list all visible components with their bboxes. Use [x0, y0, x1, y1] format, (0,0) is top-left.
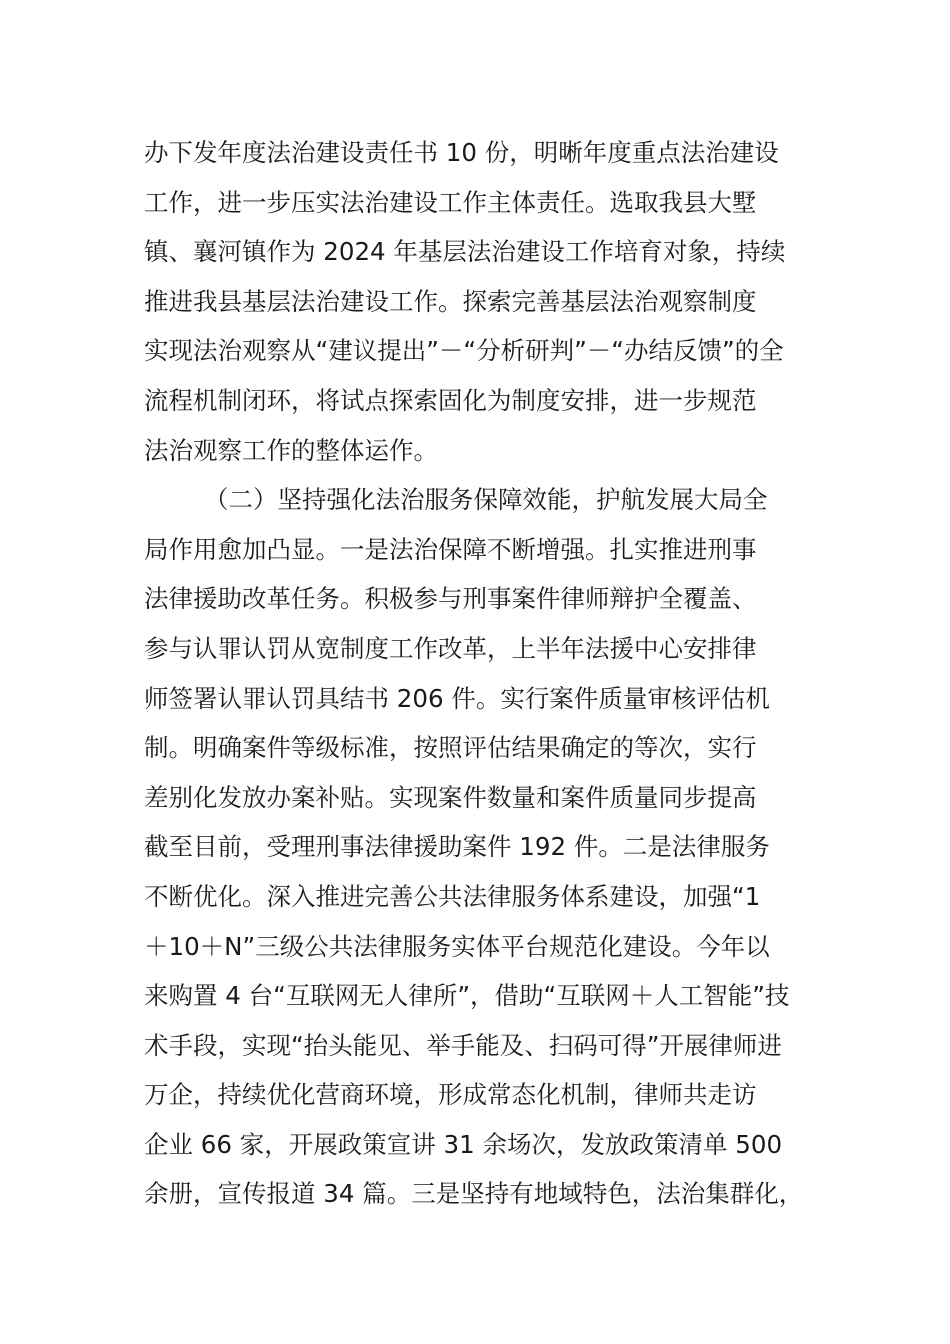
- text-line: 术手段，实现“抬头能见、举手能及、扫码可得”开展律师进: [144, 1030, 782, 1060]
- text-line: 办下发年度法治建设责任书 10 份，明晰年度重点法治建设: [144, 138, 779, 167]
- text-line: 截至目前，受理刑事法律援助案件 192 件。二是法律服务: [144, 832, 770, 862]
- text-line: 制。明确案件等级标准，按照评估结果确定的等次，实行: [144, 733, 757, 763]
- text-line: 差别化发放办案补贴。实现案件数量和案件质量同步提高: [144, 782, 757, 812]
- text-line: 法律援助改革任务。积极参与刑事案件律师辩护全覆盖、: [144, 584, 757, 614]
- text-line: 师签署认罪认罚具结书 206 件。实行案件质量审核评估机: [144, 683, 770, 713]
- text-line: ＋10＋N”三级公共法律服务实体平台规范化建设。今年以: [144, 931, 770, 961]
- text-line: 法治观察工作的整体运作。: [144, 435, 438, 465]
- text-line: 流程机制闭环，将试点探索固化为制度安排，进一步规范: [144, 385, 757, 415]
- text-line: 局作用愈加凸显。一是法治保障不断增强。扎实推进刑事: [144, 534, 757, 564]
- text-line: 工作，进一步压实法治建设工作主体责任。选取我县大墅: [144, 187, 757, 217]
- text-line: 实现法治观察从“建议提出”－“分析研判”－“办结反馈”的全: [144, 336, 784, 366]
- text-line: 来购置 4 台“互联网无人律所”，借助“互联网＋人工智能”技: [144, 981, 790, 1011]
- text-line: 万企，持续优化营商环境，形成常态化机制，律师共走访: [144, 1080, 757, 1110]
- text-line: 镇、襄河镇作为 2024 年基层法治建设工作培育对象，持续: [144, 237, 786, 267]
- text-line: 企业 66 家，开展政策宣讲 31 余场次，发放政策清单 500: [144, 1129, 783, 1159]
- document-body: [144, 128, 824, 1219]
- text-line: 余册，宣传报道 34 篇。三是坚持有地域特色，法治集群化，: [144, 1179, 804, 1209]
- section-heading-line: （二）坚持强化法治服务保障效能，护航发展大局全: [204, 485, 768, 515]
- text-line: 推进我县基层法治建设工作。探索完善基层法治观察制度: [144, 286, 757, 316]
- text-line: 参与认罪认罚从宽制度工作改革，上半年法援中心安排律: [144, 633, 757, 663]
- text-line: 不断优化。深入推进完善公共法律服务体系建设，加强“1: [144, 881, 761, 911]
